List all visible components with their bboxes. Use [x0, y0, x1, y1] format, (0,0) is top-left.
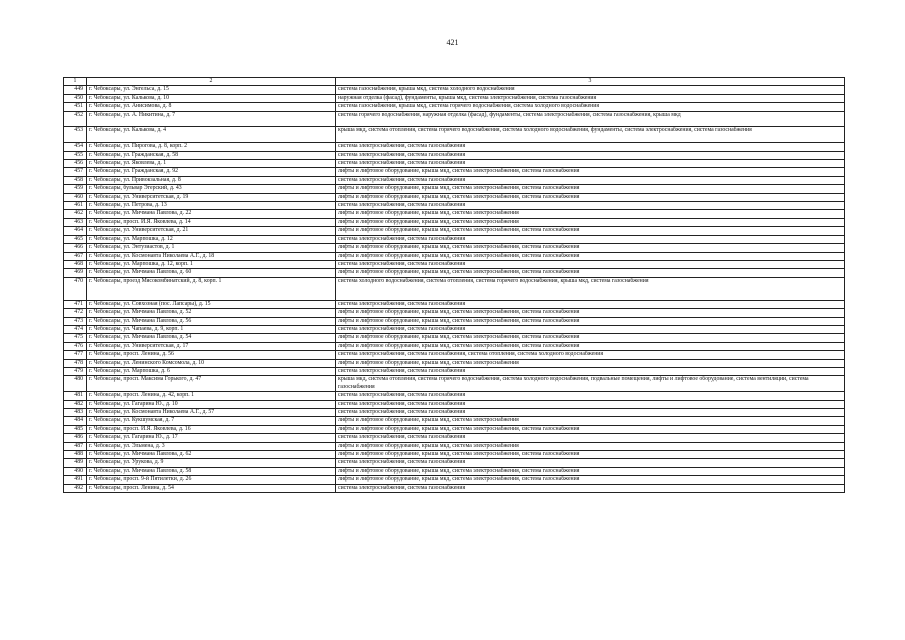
row-works: система электроснабжения, система газоснабжения — [336, 202, 845, 210]
table-body — [64, 78, 845, 493]
row-number: 485 — [64, 425, 87, 433]
row-number: 491 — [64, 476, 87, 484]
row-address: г. Чебоксары, ул. Университетская, д. 17 — [87, 342, 336, 350]
row-address: г. Чебоксары, ул. Привокзальная, д. 8 — [87, 176, 336, 184]
row-works: лифты и лифтовое оборудование, крыша мкд, система электроснабжения, система газоснабжения — [336, 467, 845, 475]
row-address: г. Чебоксары, ул. Мичмана Павлова, д. 58 — [87, 467, 336, 475]
table-row — [64, 392, 845, 400]
row-address: г. Чебоксары, ул. Энгельса, д. 15 — [87, 86, 336, 94]
row-address: г. Чебоксары, ул. Энтузиастов, д. 1 — [87, 244, 336, 252]
row-number: 484 — [64, 417, 87, 425]
row-address: г. Чебоксары, ул. Мичмана Павлова, д. 62 — [87, 451, 336, 459]
table-row — [64, 325, 845, 333]
row-number: 458 — [64, 176, 87, 184]
table-row — [64, 467, 845, 475]
row-number: 466 — [64, 244, 87, 252]
page-number: 421 — [446, 38, 459, 47]
table-row — [64, 176, 845, 184]
row-works: лифты и лифтовое оборудование, крыша мкд, система электроснабжения, система газоснабжения — [336, 476, 845, 484]
row-works: система электроснабжения, система газоснабжения — [336, 400, 845, 408]
table-row — [64, 193, 845, 201]
row-number: 457 — [64, 168, 87, 176]
table-row — [64, 334, 845, 342]
table-row — [64, 317, 845, 325]
row-number: 449 — [64, 86, 87, 94]
row-address: г. Чебоксары, ул. А. Никитина, д. 7 — [87, 111, 336, 127]
row-address: г. Чебоксары, ул. Гражданская, д. 92 — [87, 168, 336, 176]
table-row — [64, 235, 845, 243]
row-number: 492 — [64, 484, 87, 492]
row-number: 452 — [64, 111, 87, 127]
row-address: г. Чебоксары, ул. Мичмана Павлова, д. 56 — [87, 317, 336, 325]
row-address: г. Чебоксары, ул. Яковлева, д. 1 — [87, 160, 336, 168]
row-number: 451 — [64, 103, 87, 111]
table-row — [64, 434, 845, 442]
table-header-row — [64, 78, 845, 86]
row-address: г. Чебоксары, ул. Университетская, д. 19 — [87, 193, 336, 201]
row-number: 453 — [64, 127, 87, 143]
row-address: г. Чебоксары, ул. Петрова, д. 13 — [87, 202, 336, 210]
row-address: г. Чебоксары, ул. Марпошка, д. 12, корп. 1 — [87, 260, 336, 268]
row-number: 483 — [64, 409, 87, 417]
row-number: 488 — [64, 451, 87, 459]
row-number: 468 — [64, 260, 87, 268]
row-number: 477 — [64, 351, 87, 359]
table-row — [64, 367, 845, 375]
row-address: г. Чебоксары, ул. Калькова, д. 4 — [87, 127, 336, 143]
row-works: система холодного водоснабжения, система отопления, система горячего водоснабжения, крыша мкд, система газоснабжения — [336, 277, 845, 300]
row-number: 470 — [64, 277, 87, 300]
row-number: 465 — [64, 235, 87, 243]
row-works: система электроснабжения, система газоснабжения — [336, 176, 845, 184]
row-works: лифты и лифтовое оборудование, крыша мкд, система электроснабжения, система газоснабжения — [336, 451, 845, 459]
table-row — [64, 451, 845, 459]
row-address: г. Чебоксары, ул. Эльмена, д. 3 — [87, 442, 336, 450]
row-address: г. Чебоксары, ул. Марпошка, д. 6 — [87, 367, 336, 375]
row-works: лифты и лифтовое оборудование, крыша мкд, система электроснабжения, система газоснабжения — [336, 342, 845, 350]
row-number: 463 — [64, 218, 87, 226]
table-row — [64, 376, 845, 392]
table-row — [64, 151, 845, 159]
row-works: система электроснабжения, система газоснабжения — [336, 260, 845, 268]
repair-works-table — [63, 77, 845, 493]
row-address: г. Чебоксары, ул. Пирогова, д. 8, корп. 2 — [87, 143, 336, 151]
row-number: 464 — [64, 227, 87, 235]
row-number: 461 — [64, 202, 87, 210]
table-row — [64, 210, 845, 218]
table-row — [64, 168, 845, 176]
row-address: г. Чебоксары, ул. Космонавта Николаева А.Г., д. 57 — [87, 409, 336, 417]
row-number: 455 — [64, 151, 87, 159]
table-row — [64, 86, 845, 94]
row-address: г. Чебоксары, ул. Гагарина Ю., д. 17 — [87, 434, 336, 442]
table-row — [64, 359, 845, 367]
row-address: г. Чебоксары, просп. 9-й Пятилетки, д. 26 — [87, 476, 336, 484]
row-address: г. Чебоксары, ул. Калькова, д. 10 — [87, 94, 336, 102]
row-works: лифты и лифтовое оборудование, крыша мкд, система электроснабжения, система газоснабжения — [336, 317, 845, 325]
row-address: г. Чебоксары, ул. Анисимова, д. 8 — [87, 103, 336, 111]
table-row — [64, 277, 845, 300]
row-address: г. Чебоксары, ул. Мичмана Павлова, д. 60 — [87, 269, 336, 277]
row-address: г. Чебоксары, ул. Гагарина Ю., д. 10 — [87, 400, 336, 408]
table-row — [64, 252, 845, 260]
row-works: крыша мкд, система отопления, система горячего водоснабжения, система холодного водоснабжения, фундаменты, система электроснабжения, система газоснабжения — [336, 127, 845, 143]
row-number: 456 — [64, 160, 87, 168]
row-works: лифты и лифтовое оборудование, крыша мкд, система электроснабжения — [336, 442, 845, 450]
row-address: г. Чебоксары, просп. Максима Горького, д. 47 — [87, 376, 336, 392]
row-works: система электроснабжения, система газоснабжения — [336, 300, 845, 308]
row-works: лифты и лифтовое оборудование, крыша мкд, система электроснабжения, система газоснабжения — [336, 227, 845, 235]
row-address: г. Чебоксары, ул. Университетская, д. 21 — [87, 227, 336, 235]
row-address: г. Чебоксары, бульвар Эгерский, д. 43 — [87, 185, 336, 193]
row-address: г. Чебоксары, ул. Кукшумская, д. 7 — [87, 417, 336, 425]
row-number: 481 — [64, 392, 87, 400]
row-works: лифты и лифтовое оборудование, крыша мкд, система электроснабжения, система газоснабжения — [336, 185, 845, 193]
table-row — [64, 409, 845, 417]
table-row — [64, 400, 845, 408]
row-address: г. Чебоксары, просп. Ленина, д. 42, корп. 1 — [87, 392, 336, 400]
row-number: 469 — [64, 269, 87, 277]
table-row — [64, 269, 845, 277]
row-number: 454 — [64, 143, 87, 151]
row-address: г. Чебоксары, ул. Мичмана Павлова, д. 22 — [87, 210, 336, 218]
row-number: 459 — [64, 185, 87, 193]
row-address: г. Чебоксары, ул. Совхозная (пос. Лапсары), д. 15 — [87, 300, 336, 308]
row-address: г. Чебоксары, ул. Мичмана Павлова, д. 54 — [87, 334, 336, 342]
row-works: система электроснабжения, система газоснабжения — [336, 434, 845, 442]
row-works: система электроснабжения, система газоснабжения — [336, 325, 845, 333]
row-works: система электроснабжения, система газоснабжения — [336, 235, 845, 243]
row-works: лифты и лифтовое оборудование, крыша мкд, система электроснабжения, система газоснабжения — [336, 252, 845, 260]
table-row — [64, 476, 845, 484]
table-row — [64, 218, 845, 226]
row-number: 478 — [64, 359, 87, 367]
row-works: система газоснабжения, крыша мкд, система горячего водоснабжения, система холодного водоснабжения — [336, 103, 845, 111]
row-works: система горячего водоснабжения, наружная отделка (фасад), фундаменты, система электроснабжения, система газоснабжения, крыша мкд — [336, 111, 845, 127]
table-row — [64, 309, 845, 317]
table-row — [64, 342, 845, 350]
row-number: 487 — [64, 442, 87, 450]
table-row — [64, 425, 845, 433]
column-header-address: 2 — [87, 78, 336, 86]
row-number: 474 — [64, 325, 87, 333]
row-address: г. Чебоксары, просп. И.Я. Яковлева, д. 16 — [87, 425, 336, 433]
row-works: система электроснабжения, система газоснабжения — [336, 151, 845, 159]
row-works: наружная отделка (фасад), фундаменты, крыша мкд, система электроснабжения, система газоснабжения — [336, 94, 845, 102]
table-row — [64, 300, 845, 308]
table-row — [64, 351, 845, 359]
table-row — [64, 185, 845, 193]
row-number: 486 — [64, 434, 87, 442]
table-row — [64, 143, 845, 151]
row-number: 490 — [64, 467, 87, 475]
row-works: система электроснабжения, система газоснабжения — [336, 409, 845, 417]
row-address: г. Чебоксары, ул. Гражданская, д. 58 — [87, 151, 336, 159]
row-works: лифты и лифтовое оборудование, крыша мкд, система электроснабжения, система газоснабжения — [336, 309, 845, 317]
row-number: 475 — [64, 334, 87, 342]
row-number: 471 — [64, 300, 87, 308]
row-works: лифты и лифтовое оборудование, крыша мкд, система электроснабжения, система газоснабжения — [336, 425, 845, 433]
row-number: 467 — [64, 252, 87, 260]
row-works: система электроснабжения, система газоснабжения — [336, 367, 845, 375]
row-address: г. Чебоксары, ул. Ленинского Комсомола, д. 10 — [87, 359, 336, 367]
row-works: лифты и лифтовое оборудование, крыша мкд, система электроснабжения, система газоснабжения — [336, 334, 845, 342]
row-works: лифты и лифтовое оборудование, крыша мкд, система электроснабжения — [336, 218, 845, 226]
row-works: крыша мкд, система отопления, система горячего водоснабжения, система холодного водоснабжения, подвальные помещения, лифты и лифтовое оборудование, система вентиляции, система газоснабжения — [336, 376, 845, 392]
row-number: 472 — [64, 309, 87, 317]
table-row — [64, 160, 845, 168]
table-row — [64, 127, 845, 143]
table-row — [64, 484, 845, 492]
row-address: г. Чебоксары, ул. Урукова, д. 9 — [87, 459, 336, 467]
row-works: лифты и лифтовое оборудование, крыша мкд, система электроснабжения, система газоснабжения — [336, 193, 845, 201]
row-number: 482 — [64, 400, 87, 408]
row-address: г. Чебоксары, ул. Космонавта Николаева А.Г., д. 18 — [87, 252, 336, 260]
table-row — [64, 417, 845, 425]
row-address: г. Чебоксары, проезд Мясокомбинатский, д. 8, корп. 1 — [87, 277, 336, 300]
row-number: 450 — [64, 94, 87, 102]
row-number: 479 — [64, 367, 87, 375]
table-row — [64, 94, 845, 102]
row-address: г. Чебоксары, ул. Мичмана Павлова, д. 52 — [87, 309, 336, 317]
table-row — [64, 111, 845, 127]
row-works: лифты и лифтовое оборудование, крыша мкд, система электроснабжения, система газоснабжения — [336, 168, 845, 176]
row-works: лифты и лифтовое оборудование, крыша мкд, система электроснабжения — [336, 417, 845, 425]
row-address: г. Чебоксары, ул. Марпошка, д. 12 — [87, 235, 336, 243]
row-address: г. Чебоксары, просп. Ленина, д. 54 — [87, 484, 336, 492]
row-works: система электроснабжения, система газоснабжения — [336, 392, 845, 400]
column-header-works: 3 — [336, 78, 845, 86]
row-works: система электроснабжения, система газоснабжения — [336, 484, 845, 492]
row-works: лифты и лифтовое оборудование, крыша мкд, система электроснабжения, система газоснабжения — [336, 244, 845, 252]
row-number: 476 — [64, 342, 87, 350]
row-address: г. Чебоксары, просп. И.Я. Яковлева, д. 14 — [87, 218, 336, 226]
row-works: система газоснабжения, крыша мкд, система холодного водоснабжения — [336, 86, 845, 94]
row-address: г. Чебоксары, просп. Ленина, д. 56 — [87, 351, 336, 359]
row-works: система электроснабжения, система газоснабжения — [336, 160, 845, 168]
table-row — [64, 103, 845, 111]
table-row — [64, 227, 845, 235]
row-works: лифты и лифтовое оборудование, крыша мкд, система электроснабжения, система газоснабжения — [336, 269, 845, 277]
table-row — [64, 459, 845, 467]
table-row — [64, 202, 845, 210]
row-number: 460 — [64, 193, 87, 201]
row-works: система электроснабжения, система газоснабжения — [336, 459, 845, 467]
row-works: система электроснабжения, система газоснабжения — [336, 143, 845, 151]
table-row — [64, 442, 845, 450]
column-header-number: 1 — [64, 78, 87, 86]
table-row — [64, 244, 845, 252]
row-number: 462 — [64, 210, 87, 218]
row-works: лифты и лифтовое оборудование, крыша мкд, система электроснабжения — [336, 359, 845, 367]
row-number: 489 — [64, 459, 87, 467]
row-number: 480 — [64, 376, 87, 392]
row-works: лифты и лифтовое оборудование, крыша мкд, система электроснабжения — [336, 210, 845, 218]
row-works: система электроснабжения, система газоснабжения, система отопления, система холодного водоснабжения — [336, 351, 845, 359]
row-number: 473 — [64, 317, 87, 325]
row-address: г. Чебоксары, ул. Чапаева, д. 9, корп. 1 — [87, 325, 336, 333]
table-row — [64, 260, 845, 268]
